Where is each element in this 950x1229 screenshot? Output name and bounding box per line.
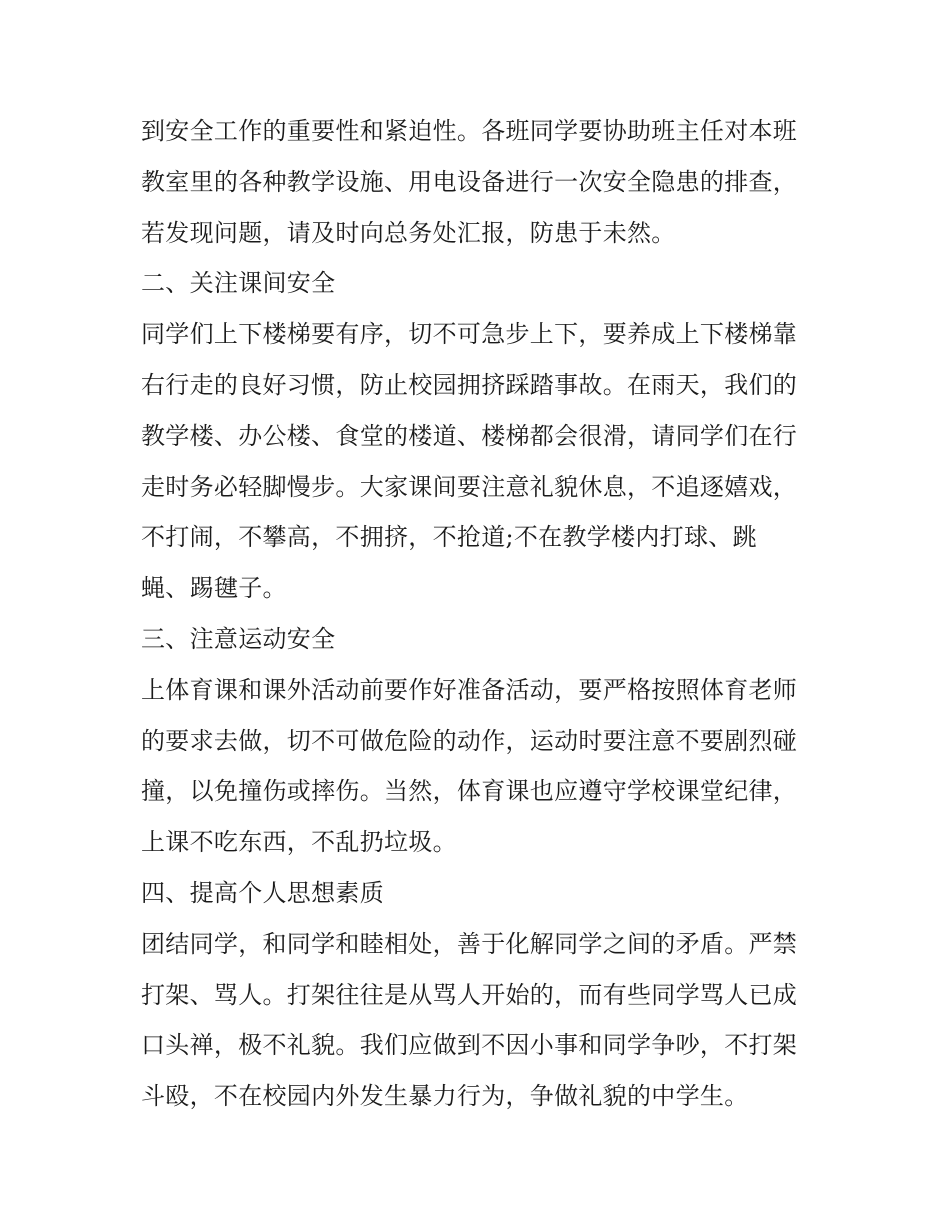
body-line: 同学们上下楼梯要有序，切不可急步上下，要养成上下楼梯靠 <box>141 320 798 349</box>
body-line: 斗殴，不在校园内外发生暴力行为，争做礼貌的中学生。 <box>141 1082 749 1111</box>
body-line: 不打闹，不攀高，不拥挤，不抢道;不在教学楼内打球、跳 <box>141 523 757 552</box>
body-line: 右行走的良好习惯，防止校园拥挤踩踏事故。在雨天，我们的 <box>141 370 798 399</box>
body-line: 的要求去做，切不可做危险的动作，运动时要注意不要剧烈碰 <box>141 726 798 755</box>
body-line: 上课不吃东西，不乱扔垃圾。 <box>141 828 457 857</box>
body-line: 走时务必轻脚慢步。大家课间要注意礼貌休息，不追逐嬉戏， <box>141 472 798 501</box>
body-line: 教室里的各种教学设施、用电设备进行一次安全隐患的排查， <box>141 167 798 196</box>
body-line: 打架、骂人。打架往往是从骂人开始的，而有些同学骂人已成 <box>141 980 798 1009</box>
body-line: 口头禅，极不礼貌。我们应做到不因小事和同学争吵，不打架 <box>141 1031 798 1060</box>
body-line: 若发现问题，请及时向总务处汇报，防患于未然。 <box>141 218 676 247</box>
body-line: 教学楼、办公楼、食堂的楼道、楼梯都会很滑，请同学们在行 <box>141 421 798 450</box>
body-line: 到安全工作的重要性和紧迫性。各班同学要协助班主任对本班 <box>141 117 798 145</box>
section-heading-4: 四、提高个人思想素质 <box>141 878 384 907</box>
section-heading-2: 二、关注课间安全 <box>141 269 336 298</box>
body-line: 蝇、踢毽子。 <box>141 574 287 603</box>
document-body <box>141 106 821 1122</box>
body-line: 撞，以免撞伤或摔伤。当然，体育课也应遵守学校课堂纪律， <box>141 777 798 806</box>
section-heading-3: 三、注意运动安全 <box>141 624 336 653</box>
body-line: 团结同学，和同学和睦相处，善于化解同学之间的矛盾。严禁 <box>141 929 798 958</box>
body-line: 上体育课和课外活动前要作好准备活动，要严格按照体育老师 <box>141 675 798 704</box>
